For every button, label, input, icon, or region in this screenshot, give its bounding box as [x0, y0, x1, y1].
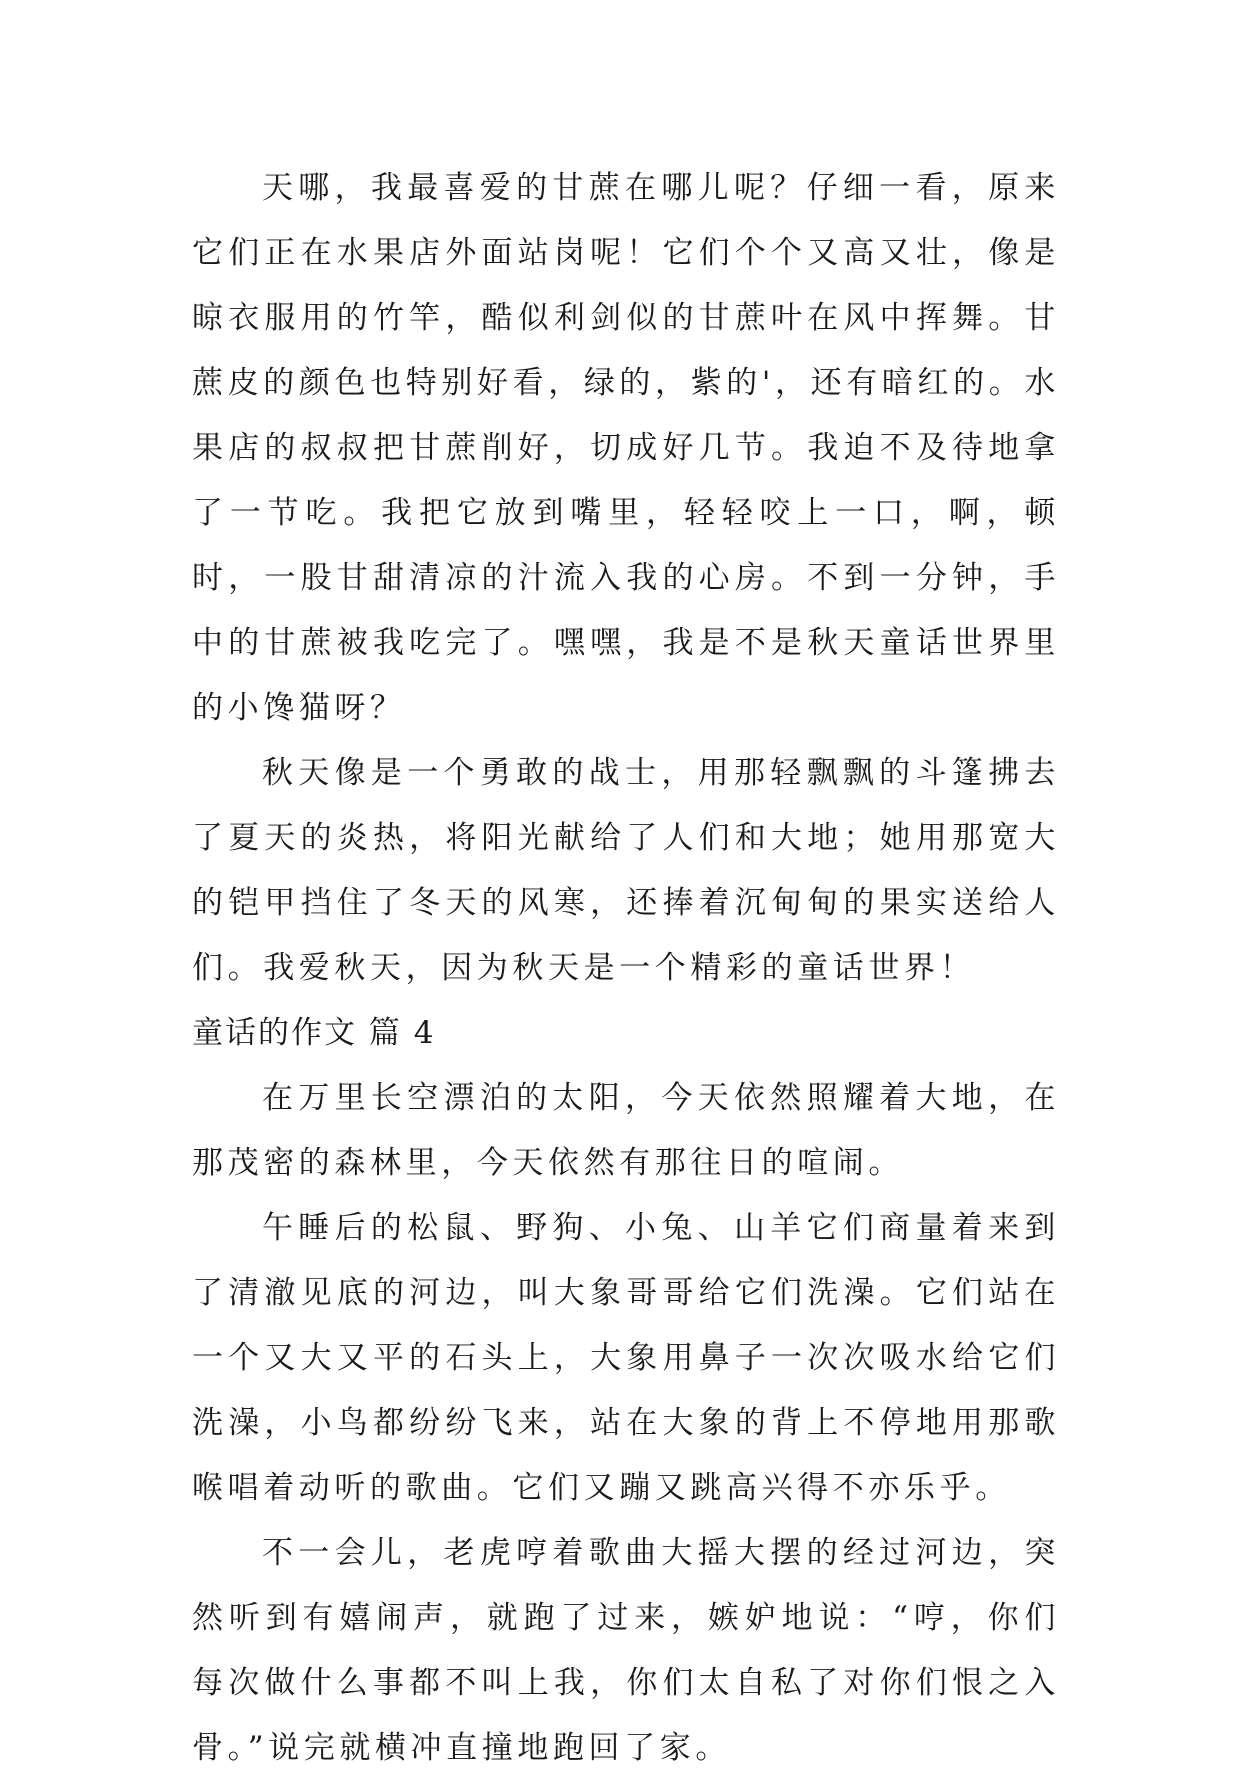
- section-heading: 童话的作文 篇 4: [192, 1015, 436, 1051]
- paragraph-autumn-warrior: 秋天像是一个勇敢的战士，用那轻飘飘的斗篷拂去了夏天的炎热，将阳光献给了人们和大地；她用那宽大的铠甲挡住了冬天的风寒，还捧着沉甸甸的果实送给人们。我爱秋天，因为秋天是一个精彩的童话世界！: [192, 755, 1060, 986]
- paragraph-sun-forest: 在万里长空漂泊的太阳，今天依然照耀着大地，在那茂密的森林里，今天依然有那往日的喧闹。: [192, 1080, 1060, 1181]
- paragraph-tiger: 不一会儿，老虎哼着歌曲大摇大摆的经过河边，突然听到有嬉闹声，就跑了过来，嫉妒地说：“哼，你们每次做什么事都不叫上我，你们太自私了对你们恨之入骨。”说完就横冲直撞地跑回了家。: [192, 1535, 1060, 1766]
- paragraph-sugarcane: 天哪，我最喜爱的甘蔗在哪儿呢？仔细一看，原来它们正在水果店外面站岗呢！它们个个又高又壮，像是晾衣服用的竹竿，酷似利剑似的甘蔗叶在风中挥舞。甘蔗皮的颜色也特别好看，绿的，紫的'，还有暗红的。水果店的叔叔把甘蔗削好，切成好几节。我迫不及待地拿了一节吃。我把它放到嘴里，轻轻咬上一口，啊，顿时，一股甘甜清凉的汁流入我的心房。不到一分钟，手中的甘蔗被我吃完了。嘿嘿，我是不是秋天童话世界里的小馋猫呀？: [192, 170, 1060, 726]
- document-body: [192, 156, 1060, 1781]
- paragraph-elephant-bath: 午睡后的松鼠、野狗、小兔、山羊它们商量着来到了清澈见底的河边，叫大象哥哥给它们洗澡。它们站在一个又大又平的石头上，大象用鼻子一次次吸水给它们洗澡，小鸟都纷纷飞来，站在大象的背上不停地用那歌喉唱着动听的歌曲。它们又蹦又跳高兴得不亦乐乎。: [192, 1210, 1060, 1506]
